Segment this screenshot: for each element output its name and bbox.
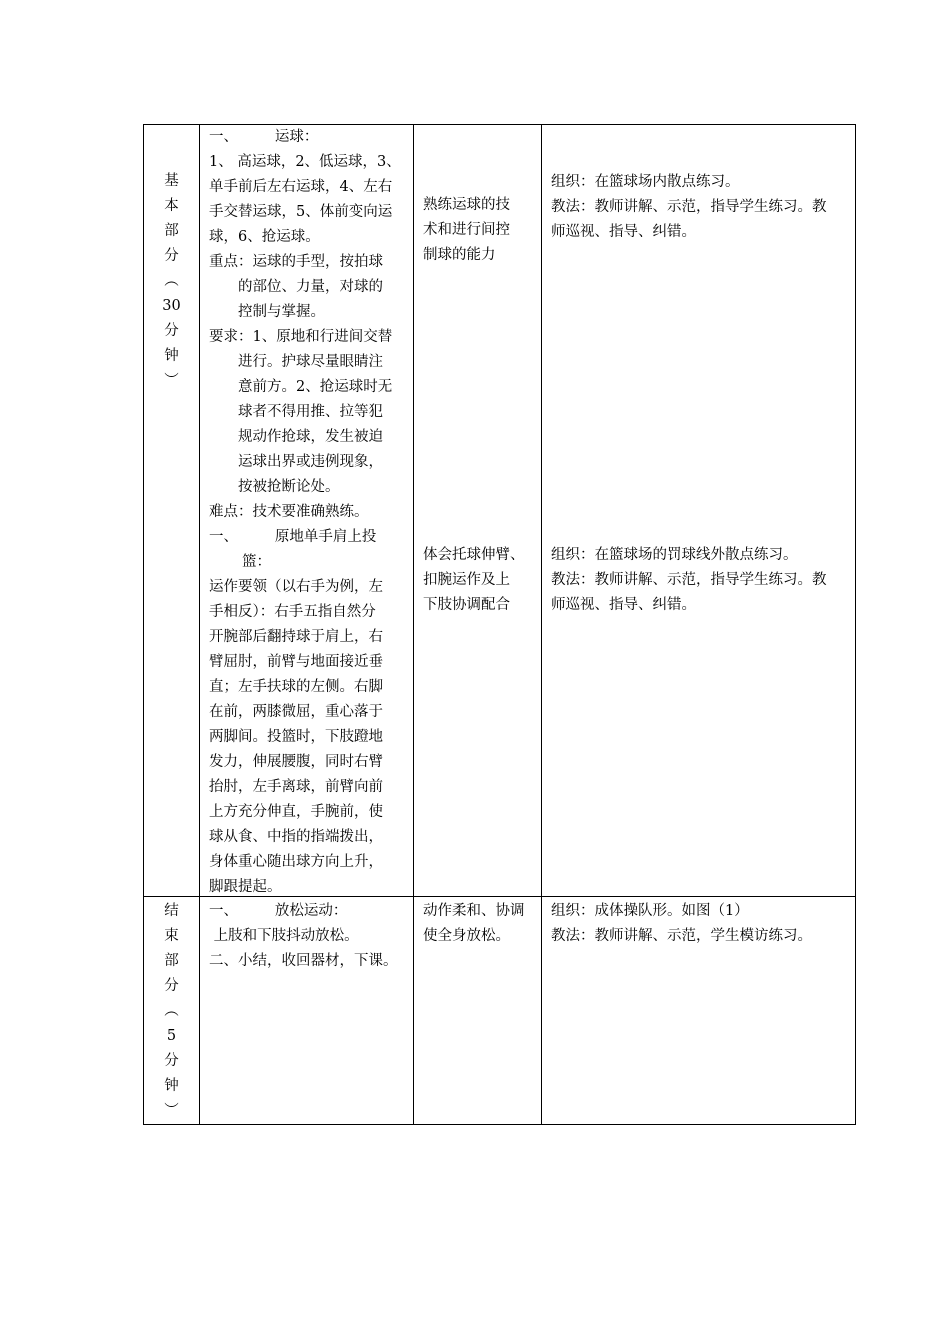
section-label-basic: 基 本 部 分 ︵ 30 分 钟 ︶ [162,173,181,389]
goal-cell: 动作柔和、协调 使全身放松。 [414,897,542,1125]
goal-cell: 熟练运球的技 术和进行间控 制球的能力 体会托球伸臂、 扣腕运作及上 下肢协调配合 [414,125,542,897]
content-cell: 一、 运球： 1、 高运球，2、低运球，3、 单手前后左右运球，4、左右 手交替运球，5、体前变向运 球，6、抢运球。 重点：运球的手型，按拍球 的部位、力量，对球的 控制与掌握。 要求：1、原地和行进间交替 进行。护球尽量眼睛注 意前方。2、抢运球时无 球者不得用推、拉等犯 规动作抢球，发生被迫 运球出界或违例现象， 按被抢断论处。 难点：技术要准确熟练。 一、 原地单手肩上投 篮： 运作要领（以右手为例，左 手相反）：右手五指自然分 开腕部后翻持球于肩上，右 臂屈肘，前臂与地面接近垂 直；左手扶球的左侧。右脚 在前，两膝微屈，重心落于 两脚间。投篮时，下肢蹬地 发力，伸展腰腹，同时右臂 抬肘，左手离球，前臂向前 上方充分伸直，手腕前，使 球从食、中指的指端拨出， 身体重心随出球方向上升， 脚跟提起。 [200,125,414,897]
section-label-cell [144,125,200,897]
lesson-plan-table [143,124,856,1125]
organization-cell: 组织：成体操队形。如图（1） 教法：教师讲解、示范，学生模访练习。 [542,897,856,1125]
content-cell: 一、 放松运动： 上肢和下肢抖动放松。 二、小结，收回器材，下课。 [200,897,414,1125]
organization-cell: 组织：在篮球场内散点练习。 教法：教师讲解、示范，指导学生练习。教 师巡视、指导、纠错。 组织：在篮球场的罚球线外散点练习。 教法：教师讲解、示范，指导学生练习。教 师巡视、指导、纠错。 [542,125,856,897]
table-row-ending-part [144,897,856,1125]
table-row-basic-part [144,125,856,897]
section-label-ending: 结 束 部 分 ︵ 5 分 钟 ︶ [164,903,179,1119]
section-label-cell [144,897,200,1125]
